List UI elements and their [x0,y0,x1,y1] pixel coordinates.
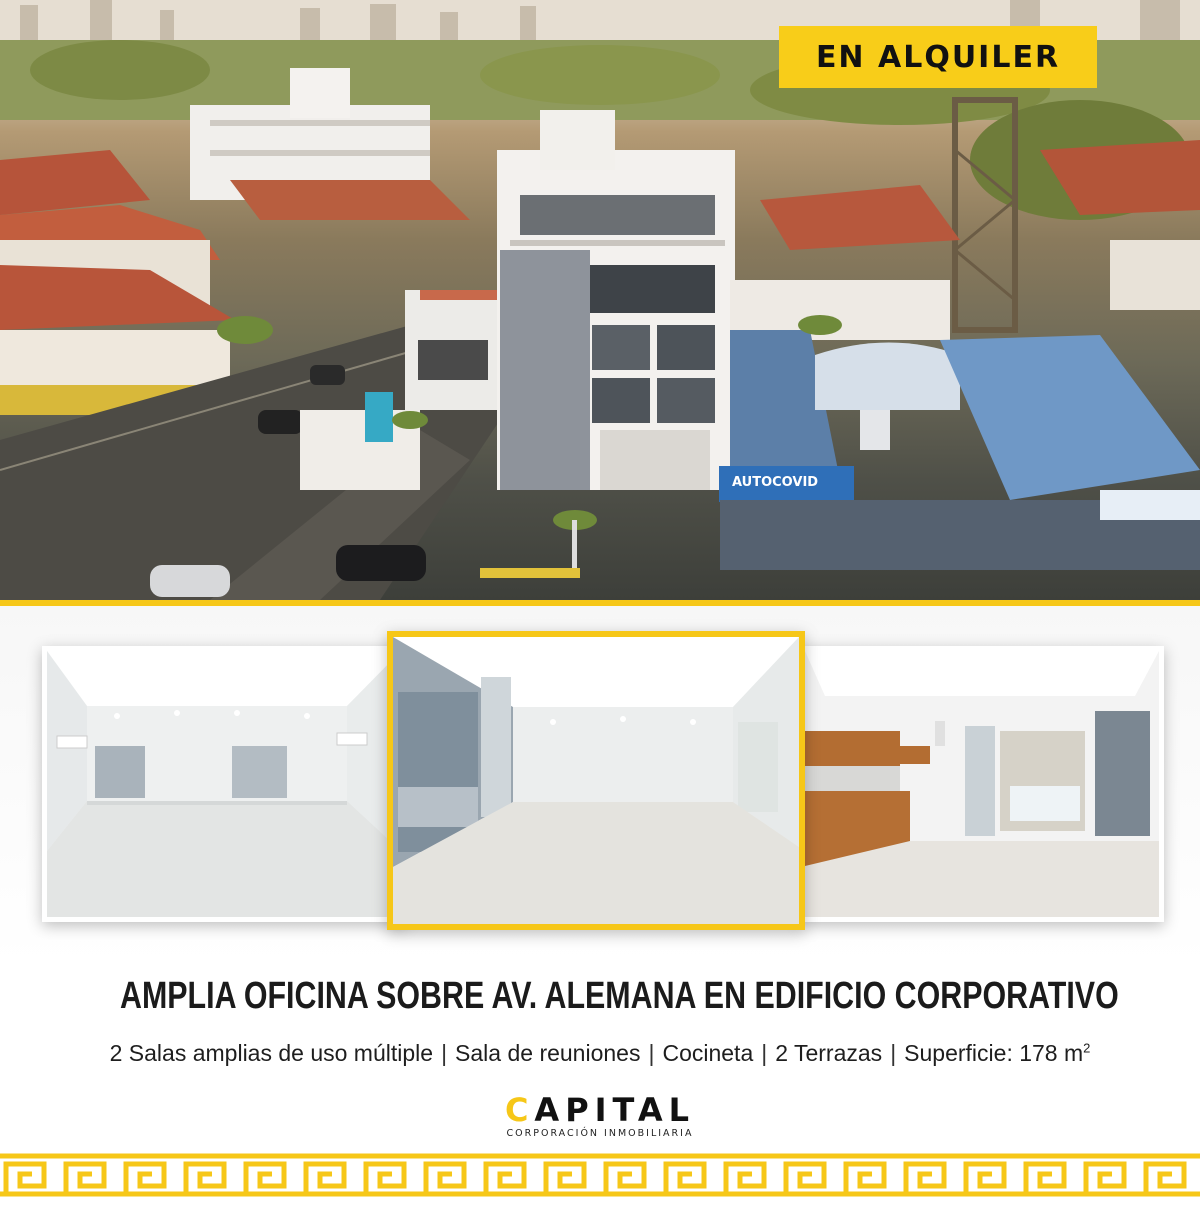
feature-item: 2 Salas amplias de uso múltiple [109,1040,434,1066]
listing-headline: AMPLIA OFICINA SOBRE AV. ALEMANA EN EDIFICIO CORPORATIVO [120,975,1119,1017]
greek-key-border [0,1150,1200,1200]
capital-logo [480,1093,720,1145]
area-unit-superscript: 2 [1083,1040,1091,1056]
listing-features [0,1040,1200,1067]
interior-photo-main-hall [387,631,805,930]
feature-item: Cocineta [662,1040,754,1066]
feature-item: 2 Terrazas [775,1040,883,1066]
feature-separator: | [648,1040,655,1066]
logo-tagline: CORPORACIÓN INMOBILIARIA [506,1128,694,1139]
logo-wordmark-rest: APITAL [534,1091,696,1129]
hero-aerial-photo [0,0,1200,600]
feature-item: Sala de reuniones [455,1040,641,1066]
greek-key-pattern [0,1150,1200,1200]
feature-item: Superficie: 178 m [904,1040,1084,1066]
interior-photo-kitchenette [800,646,1164,922]
interior-photo-illustration [393,637,799,924]
logo-wordmark [480,1093,720,1127]
feature-separator: | [441,1040,448,1066]
feature-separator: | [761,1040,768,1066]
interior-photo-living-area [42,646,406,922]
interior-photo-illustration [805,651,1159,917]
feature-separator: | [890,1040,897,1066]
for-rent-badge [779,26,1097,88]
aerial-city-illustration [0,0,1200,600]
interior-photo-illustration [47,651,401,917]
for-rent-badge-text: EN ALQUILER [815,39,1061,75]
logo-wordmark-initial: C [504,1091,535,1129]
autocovid-sign-text: AUTOCOVID [732,475,819,490]
